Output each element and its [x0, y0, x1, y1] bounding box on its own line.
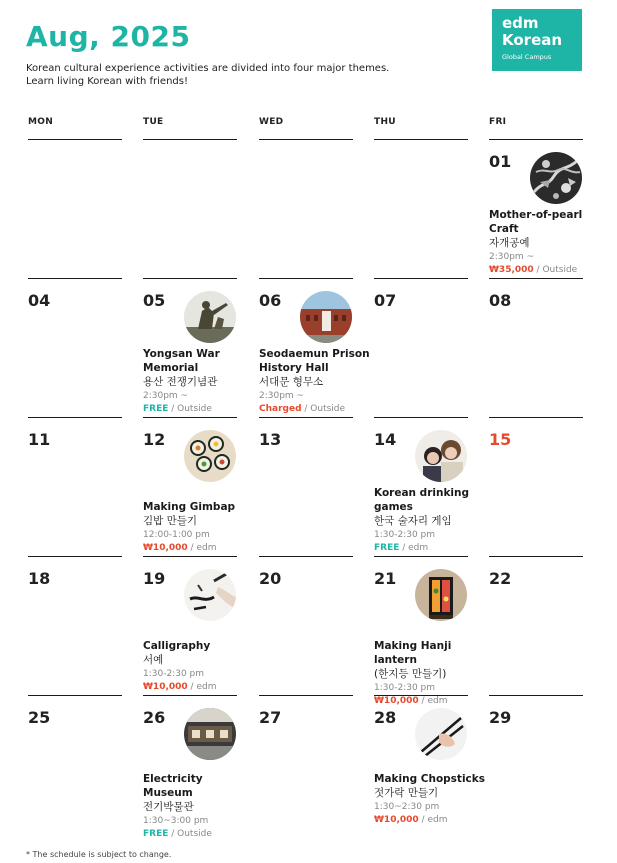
day-number: 26 [143, 708, 166, 727]
subtitle-line-2: Learn living Korean with friends! [26, 76, 188, 87]
price-separator: / [187, 543, 197, 553]
weekday-wed: WED [259, 117, 284, 127]
event-name-ko: 용산 전쟁기념관 [143, 376, 218, 388]
weekday-mon: MON [28, 117, 54, 127]
event-name-ko: 전기박물관 [143, 801, 194, 813]
day-number: 20 [259, 569, 282, 588]
price-separator: / [301, 404, 311, 414]
event-location: Outside [177, 829, 212, 839]
event-time: 2:30pm ~ [143, 391, 189, 401]
page-title: Aug, 2025 [26, 20, 191, 53]
event-price-location [259, 403, 371, 416]
day-number: 25 [28, 708, 51, 727]
weekday-thu: THU [374, 117, 396, 127]
event-info [374, 772, 486, 827]
day-cell-06[interactable] [259, 278, 370, 415]
day-cell-12[interactable] [143, 417, 237, 554]
event-time: 1:30-2:30 pm [143, 669, 205, 679]
event-price: ₩10,000 [143, 543, 188, 553]
day-cell-26[interactable] [143, 695, 237, 839]
event-location: edm [196, 543, 217, 553]
event-price-location [143, 828, 255, 841]
day-number: 04 [28, 291, 51, 310]
event-price-location [143, 542, 255, 555]
event-info [489, 208, 601, 277]
day-number: 27 [259, 708, 282, 727]
day-number: 19 [143, 569, 166, 588]
event-name-ko: 자개공예 [489, 237, 530, 249]
event-name-ko: (한지등 만들기) [374, 668, 447, 680]
event-time: 1:30~2:30 pm [374, 802, 440, 812]
day-number: 05 [143, 291, 166, 310]
mother-of-pearl-photo [530, 152, 582, 204]
event-time: 2:30pm ~ [259, 391, 305, 401]
event-price-location [489, 264, 601, 277]
event-price: ₩10,000 [374, 815, 419, 825]
day-cell-18 [28, 556, 122, 693]
day-number: 12 [143, 430, 166, 449]
event-time: 1:30-2:30 pm [374, 683, 436, 693]
event-info [374, 486, 486, 555]
day-cell-empty [374, 139, 468, 276]
day-cell-empty [143, 139, 237, 276]
event-price-location [374, 814, 486, 827]
event-name-en: Seodaemun Prison History Hall [259, 348, 370, 374]
event-location: edm [196, 682, 217, 692]
event-name-en: Making Hanji lantern [374, 640, 452, 666]
schedule-note: * The schedule is subject to change. [26, 850, 172, 859]
hanji-lantern-photo [415, 569, 467, 621]
day-number: 08 [489, 291, 512, 310]
event-info [143, 772, 255, 841]
day-number: 18 [28, 569, 51, 588]
event-location: edm [427, 815, 448, 825]
day-cell-19[interactable] [143, 556, 237, 693]
event-name-ko: 젓가락 만들기 [374, 787, 439, 799]
day-cell-28[interactable] [374, 695, 485, 832]
event-name-ko: 서대문 형무소 [259, 376, 324, 388]
day-number: 28 [374, 708, 397, 727]
event-time: 12:00-1:00 pm [143, 530, 210, 540]
day-number: 21 [374, 569, 397, 588]
price-separator: / [418, 696, 428, 706]
event-time: 1:30~3:00 pm [143, 816, 209, 826]
event-time: 1:30-2:30 pm [374, 530, 436, 540]
day-cell-empty [28, 139, 122, 276]
event-location: Outside [310, 404, 346, 414]
price-separator: / [168, 404, 178, 414]
price-separator: / [533, 265, 543, 275]
event-name-en: Electricity Museum [143, 773, 203, 799]
event-price: ₩10,000 [374, 696, 419, 706]
event-name-en: Making Chopsticks [374, 773, 485, 785]
gimbap-photo [184, 430, 236, 482]
day-cell-15 [489, 417, 583, 554]
chopsticks-photo [415, 708, 467, 760]
event-info [143, 639, 255, 694]
event-name-ko: 한국 술자리 게임 [374, 515, 452, 527]
logo-line-1: edm [502, 14, 539, 32]
event-location: edm [427, 696, 448, 706]
day-number: 14 [374, 430, 397, 449]
day-number: 01 [489, 152, 512, 171]
page-subtitle [26, 62, 389, 88]
edm-logo [492, 9, 582, 71]
event-price: Charged [259, 404, 302, 414]
logo-line-3: Global Campus [502, 53, 552, 61]
day-cell-04 [28, 278, 122, 415]
event-name-ko: 서예 [143, 654, 164, 666]
event-price-location [143, 681, 255, 694]
calligraphy-photo [184, 569, 236, 621]
day-cell-empty [259, 139, 353, 276]
price-separator: / [168, 829, 178, 839]
day-cell-01[interactable] [489, 139, 583, 276]
day-cell-29 [489, 695, 583, 832]
event-location: Outside [177, 404, 212, 414]
day-number: 22 [489, 569, 512, 588]
day-cell-07 [374, 278, 468, 415]
event-name-en: Calligraphy [143, 640, 211, 652]
day-cell-08 [489, 278, 583, 415]
event-name-en: Mother-of-pearl Craft [489, 209, 583, 235]
prison-hall-photo [300, 291, 352, 343]
event-price-location [374, 542, 486, 555]
day-number: 11 [28, 430, 51, 449]
day-number-holiday: 15 [489, 430, 512, 449]
weekday-fri: FRI [489, 117, 507, 127]
day-number: 13 [259, 430, 282, 449]
event-time: 2:30pm ~ [489, 252, 535, 262]
day-cell-25 [28, 695, 122, 832]
event-price: ₩35,000 [489, 265, 534, 275]
event-location: edm [408, 543, 429, 553]
day-cell-22 [489, 556, 583, 693]
event-price: ₩10,000 [143, 682, 188, 692]
day-cell-21[interactable] [374, 556, 468, 706]
drinking-games-photo [415, 430, 467, 482]
day-cell-27 [259, 695, 353, 832]
day-cell-05[interactable] [143, 278, 237, 415]
event-info [143, 347, 255, 416]
price-separator: / [399, 543, 409, 553]
event-name-en: Yongsan War Memorial [143, 348, 220, 374]
day-number: 06 [259, 291, 282, 310]
event-name-en: Making Gimbap [143, 501, 236, 513]
event-name-en: Korean drinking games [374, 487, 470, 513]
day-cell-20 [259, 556, 353, 693]
event-price-location [143, 403, 255, 416]
day-cell-11 [28, 417, 122, 554]
event-info [259, 347, 371, 416]
price-separator: / [418, 815, 428, 825]
weekday-tue: TUE [143, 117, 164, 127]
event-info [143, 500, 255, 555]
day-number: 07 [374, 291, 397, 310]
event-location: Outside [542, 265, 578, 275]
event-price: FREE [143, 404, 169, 414]
electricity-museum-photo [184, 708, 236, 760]
war-memorial-photo [184, 291, 236, 343]
event-price: FREE [374, 543, 400, 553]
day-cell-13 [259, 417, 353, 554]
price-separator: / [187, 682, 197, 692]
event-price: FREE [143, 829, 169, 839]
day-cell-14[interactable] [374, 417, 468, 554]
day-number: 29 [489, 708, 512, 727]
event-name-ko: 김밥 만들기 [143, 515, 198, 527]
subtitle-line-1: Korean cultural experience activities are divided into four major themes. [26, 63, 390, 74]
logo-line-2: Korean [502, 31, 563, 49]
